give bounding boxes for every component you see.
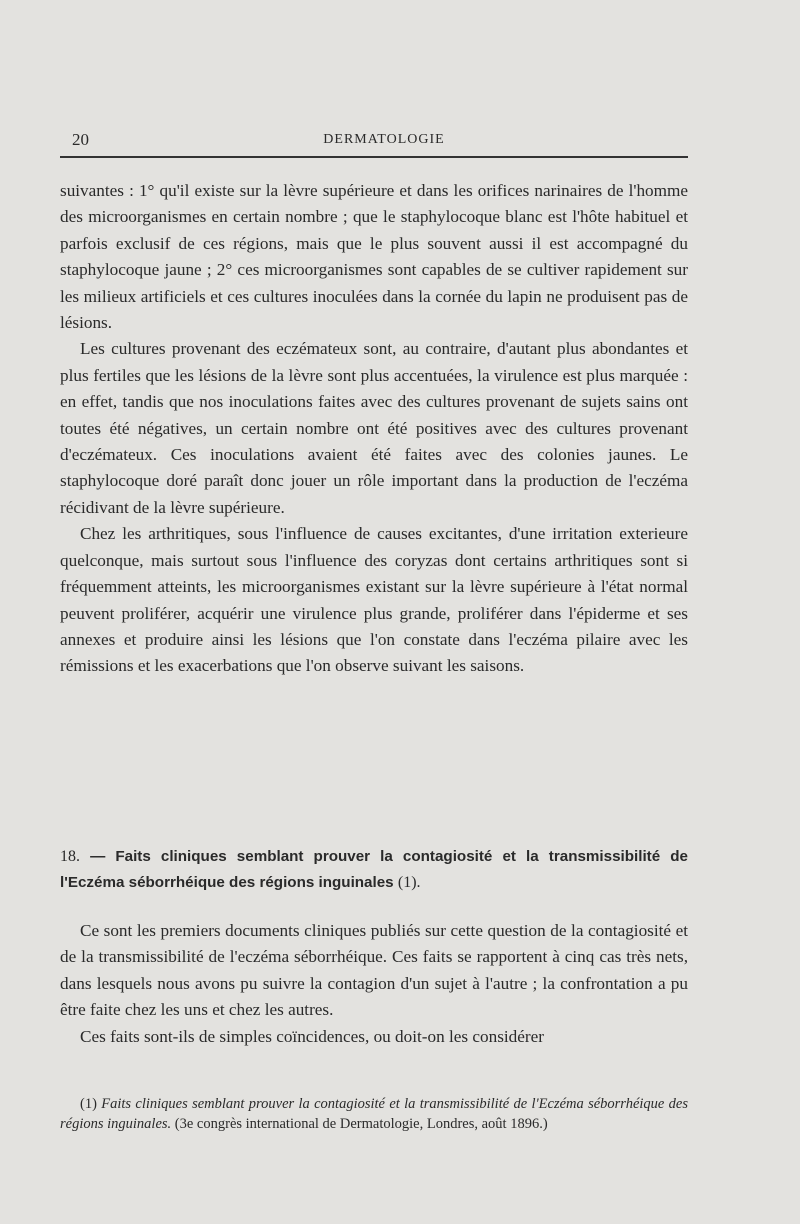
section-text — [60, 918, 688, 1050]
paragraph: Ces faits sont-ils de simples coïncidences, ou doit-on les considérer — [80, 1026, 544, 1046]
page-number: 20 — [72, 130, 89, 149]
section-heading — [60, 844, 688, 896]
footnote-citation: (3e congrès international de Dermatologie, Londres, août 1896.) — [174, 1115, 548, 1132]
page-header — [60, 126, 688, 156]
header-rule — [60, 156, 688, 158]
section-title: — Faits cliniques semblant prouver la contagiosité et la transmissibilité de l'Eczéma séborrhéique des régions inguinales — [60, 848, 688, 891]
paragraph-continuation: suivantes : 1° qu'il existe sur la lèvre supérieure et dans les orifices narinaires de l'homme des microorganismes en certain nombre ; que le staphylocoque blanc est l'hôte habituel et parfois exclusif de ces régions, mais que le plus souvent aussi il est accompagné du staphylocoque jaune ; 2° ces microorganismes sont capables de se cultiver rapidement sur les milieux artificiels et ces cultures inoculées dans la cornée du lapin ne produisent pas de lésions. — [60, 181, 688, 333]
footnote — [60, 1095, 688, 1134]
paragraph: Les cultures provenant des eczémateux sont, au contraire, d'autant plus abondantes et plus fertiles que les lésions de la lèvre sont plus accentuées, la virulence est plus marquée : en effet, tandis que nos inoculations faites avec des cultures provenant de sujets sains ont toutes été négatives, un certain nombre ont été positives avec des cultures provenant d'eczémateux. Ces inoculations avaient été faites avec des colonies jaunes. Le staphylocoque doré paraît donc jouer un rôle important dans la production de l'eczéma récidivant de la lèvre supérieure. — [60, 339, 688, 517]
running-title: DERMATOLOGIE — [323, 132, 445, 147]
paragraph: Ce sont les premiers documents cliniques publiés sur cette question de la contagiosité et de la transmissibilité de l'eczéma séborrhéique. Ces faits se rapportent à cinq cas très nets, dans lesquels nous avons pu suivre la contagion d'un sujet à l'autre ; la confrontation a pu être faite chez les uns et chez les autres. — [60, 921, 688, 1020]
section-number: 18. — [60, 848, 80, 865]
footnote-marker: (1) — [80, 1096, 97, 1112]
main-text — [60, 178, 688, 680]
footnote-reference: (1). — [397, 874, 421, 891]
paragraph: Chez les arthritiques, sous l'influence de causes excitantes, d'une irritation exterieure quelconque, mais surtout sous l'influence des coryzas dont certains arthritiques sont si fréquemment atteints, les microorganismes existant sur la lèvre supérieure à l'état normal peuvent proliférer, acquérir une virulence plus grande, proliférer dans l'épiderme et ses annexes et produire ainsi les lésions que l'on constate dans l'eczéma pilaire avec les rémissions et les exacerbations que l'on observe suivant les saisons. — [60, 524, 688, 676]
footnote-title: Faits cliniques semblant prouver la contagiosité et la transmissibilité de l'Eczéma séborrhéique des régions inguinales. — [60, 1096, 689, 1132]
